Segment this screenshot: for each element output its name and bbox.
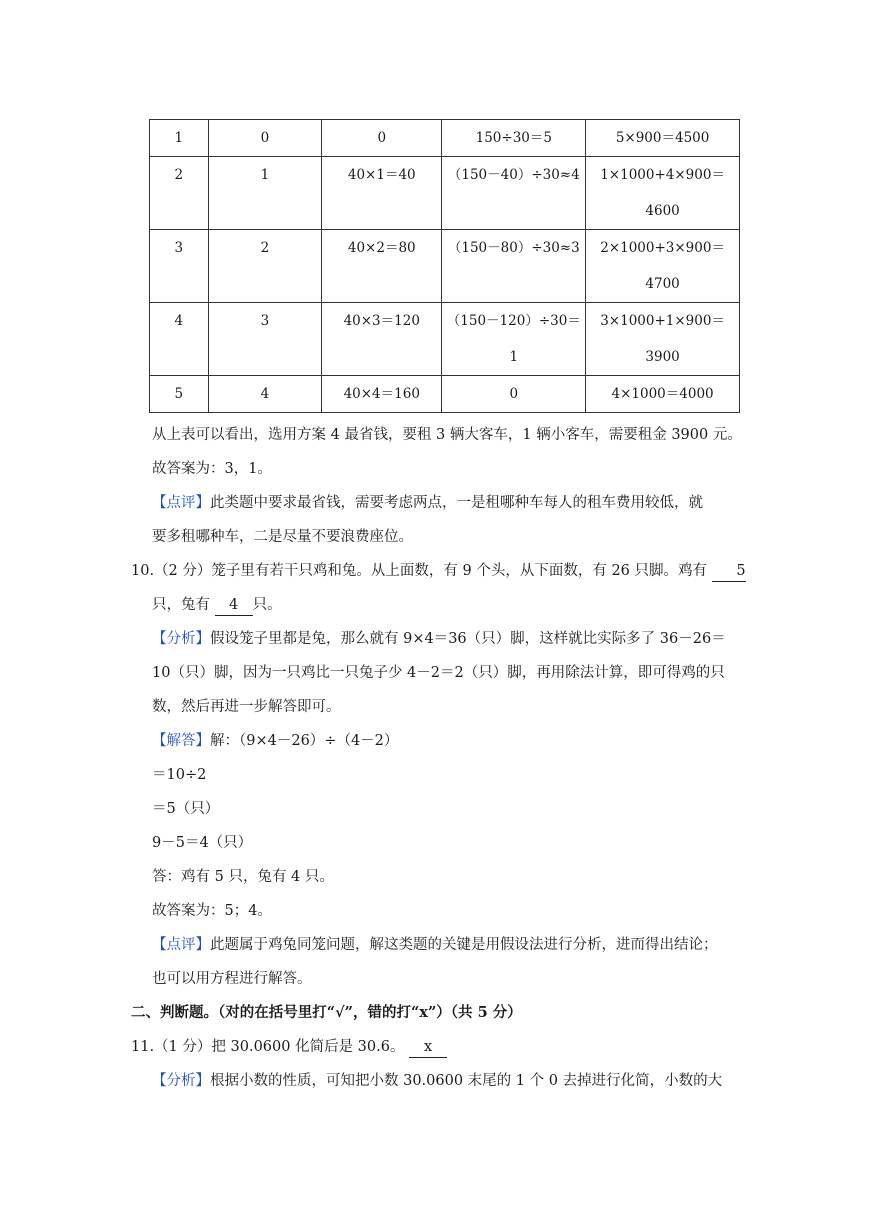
q10-stem-text: 只，兔有 xyxy=(152,597,210,613)
q10-reply: 答：鸡有 5 只，兔有 4 只。 xyxy=(152,869,334,885)
analysis-text: 假设笼子里都是兔，那么就有 9×4＝36（只）脚，这样就比实际多了 36－26＝ xyxy=(210,631,726,647)
table-row xyxy=(150,303,740,376)
table-cell: 4 xyxy=(208,376,321,413)
q9-comment-cont: 要多租哪种车，二是尽量不要浪费座位。 xyxy=(152,529,413,545)
cell-line: 3×1000+1×900＝ xyxy=(600,313,725,329)
section-heading: 二、判断题。（对的在括号里打“√”，错的打“x”）（共 5 分） xyxy=(131,1004,522,1021)
q10-solution-step: 9－5＝4（只） xyxy=(152,835,253,851)
table-cell: 4×1000＝4000 xyxy=(586,376,740,413)
q10-comment xyxy=(152,935,718,955)
table-cell xyxy=(586,230,740,303)
table-cell: 0 xyxy=(322,120,442,157)
table-row xyxy=(150,120,740,157)
q11-analysis xyxy=(152,1071,722,1091)
table-cell: 5×900＝4500 xyxy=(586,120,740,157)
q10-analysis xyxy=(152,629,726,649)
q10-stem-text: 10.（2 分）笼子里有若干只鸡和兔。从上面数，有 9 个头，从下面数，有 26 只脚。鸡有 xyxy=(131,563,708,579)
q10-stem xyxy=(131,561,746,582)
table-cell: 3 xyxy=(208,303,321,376)
table-cell: 1 xyxy=(150,120,209,157)
table-cell: 40×4＝160 xyxy=(322,376,442,413)
table-cell: 2 xyxy=(150,157,209,230)
answer-blank-2: 4 xyxy=(215,595,253,616)
solution-text: 解：（9×4－26）÷（4－2） xyxy=(210,733,399,749)
comment-text: 此题属于鸡兔同笼问题，解这类题的关键是用假设法进行分析，进而得出结论； xyxy=(210,937,718,953)
table-cell: 0 xyxy=(208,120,321,157)
analysis-tag: 【分析】 xyxy=(152,1073,210,1089)
table-cell: 2 xyxy=(208,230,321,303)
table-row xyxy=(150,376,740,413)
table-cell: 3 xyxy=(150,230,209,303)
table-cell: 40×2＝80 xyxy=(322,230,442,303)
cell-line: 2×1000+3×900＝ xyxy=(600,240,725,256)
table-cell xyxy=(586,157,740,230)
table-cell: 0 xyxy=(442,376,586,413)
cell-line: 4600 xyxy=(645,203,680,219)
comment-tag: 【点评】 xyxy=(152,495,210,511)
solution-tag: 【解答】 xyxy=(152,733,210,749)
table-cell: 150÷30＝5 xyxy=(442,120,586,157)
q9-answer: 故答案为：3，1。 xyxy=(152,461,272,477)
q10-stem-cont xyxy=(152,595,282,616)
answer-blank-1: 5 xyxy=(712,561,746,582)
table-cell: 5 xyxy=(150,376,209,413)
table-cell: 1 xyxy=(208,157,321,230)
rental-plan-table xyxy=(149,119,740,413)
cell-line: 3900 xyxy=(645,349,680,365)
comment-text: 此类题中要求最省钱，需要考虑两点，一是租哪种车每人的租车费用较低，就 xyxy=(210,495,703,511)
cell-line: 4700 xyxy=(645,276,680,292)
q10-solution xyxy=(152,731,398,751)
table-cell: （150－40）÷30≈4 xyxy=(442,157,586,230)
q10-answer: 故答案为：5；4。 xyxy=(152,903,272,919)
table-cell: 4 xyxy=(150,303,209,376)
q9-comment xyxy=(152,493,703,513)
q10-solution-step: ＝10÷2 xyxy=(152,767,207,783)
comment-tag: 【点评】 xyxy=(152,937,210,953)
table-cell xyxy=(586,303,740,376)
table-row xyxy=(150,157,740,230)
q10-comment-cont: 也可以用方程进行解答。 xyxy=(152,971,312,987)
q11-stem-text: 11.（1 分）把 30.0600 化简后是 30.6。 xyxy=(131,1039,405,1055)
q11-stem xyxy=(131,1037,447,1058)
analysis-tag: 【分析】 xyxy=(152,631,210,647)
table-cell: 40×1＝40 xyxy=(322,157,442,230)
q10-stem-text: 只。 xyxy=(252,597,282,613)
table-cell: 40×3＝120 xyxy=(322,303,442,376)
table-cell: （150－80）÷30≈3 xyxy=(442,230,586,303)
cell-line: 1×1000+4×900＝ xyxy=(600,167,725,183)
table-cell: （150－120）÷30＝1 xyxy=(442,303,586,376)
answer-blank: x xyxy=(409,1037,447,1058)
analysis-text: 根据小数的性质，可知把小数 30.0600 末尾的 1 个 0 去掉进行化简，小数的大 xyxy=(210,1073,723,1089)
q9-conclusion: 从上表可以看出，选用方案 4 最省钱，要租 3 辆大客车，1 辆小客车，需要租金 3900 元。 xyxy=(152,427,742,443)
q10-analysis-cont: 10（只）脚，因为一只鸡比一只兔子少 4－2＝2（只）脚，再用除法计算，即可得鸡的只 xyxy=(152,665,725,681)
table-row xyxy=(150,230,740,303)
q10-analysis-cont: 数，然后再进一步解答即可。 xyxy=(152,699,341,715)
q10-solution-step: ＝5（只） xyxy=(152,801,220,817)
